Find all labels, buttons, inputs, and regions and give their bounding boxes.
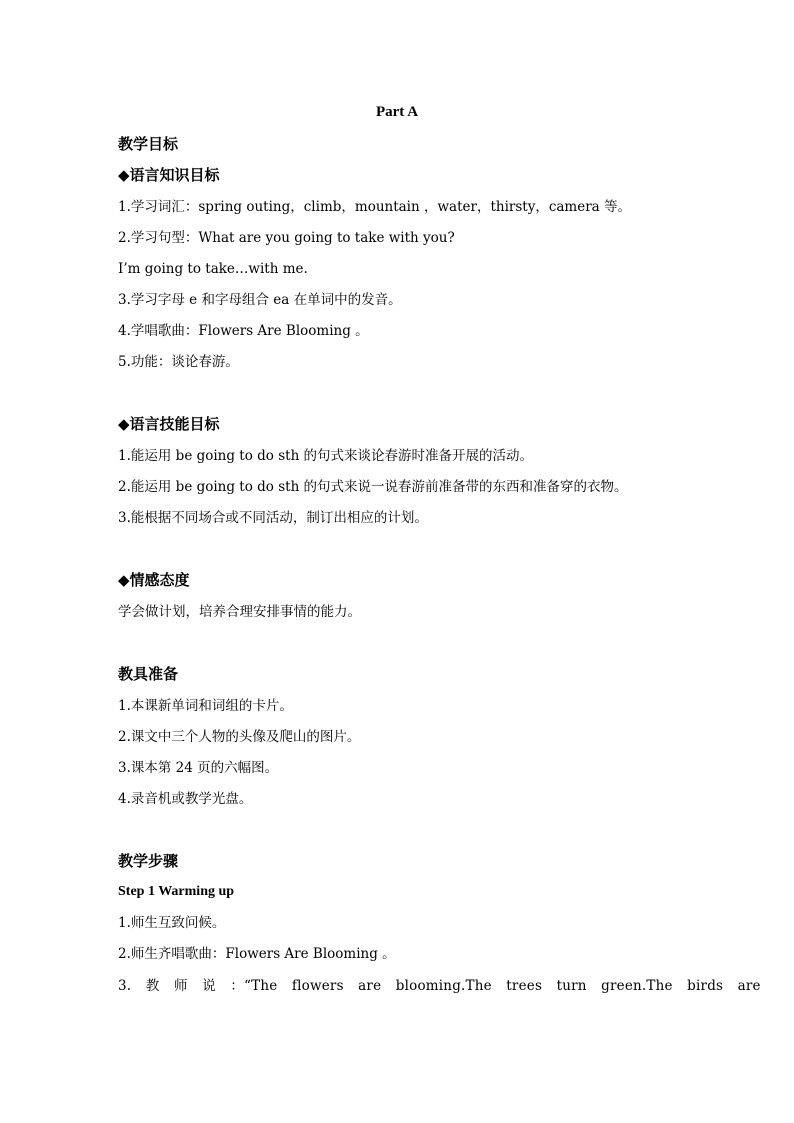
paragraph-line: 3.课本第 24 页的六幅图。 — [118, 760, 279, 776]
paragraph-line: 学会做计划，培养合理安排事情的能力。 — [118, 604, 361, 620]
paragraph-line: 2.课文中三个人物的头像及爬山的图片。 — [118, 729, 361, 745]
paragraph-line: 1.能运用 be going to do sth 的句式来谈论春游时准备开展的活动。 — [118, 448, 534, 464]
page-title: Part A — [375, 104, 419, 120]
paragraph-line: 2.学习句型：What are you going to take with you? — [118, 230, 455, 246]
paragraph-line: 5.功能：谈论春游。 — [118, 354, 239, 370]
paragraph-line: 4.学唱歌曲：Flowers Are Blooming 。 — [118, 323, 369, 339]
paragraph-line: 3. 教 师 说 ：“The flowers are blooming.The trees turn green.The birds are — [118, 978, 761, 994]
paragraph-line: 3.学习字母 e 和字母组合 ea 在单词中的发音。 — [118, 292, 402, 308]
step-heading: Step 1 Warming up — [118, 884, 235, 899]
section-heading-teaching-aids: 教具准备 — [118, 665, 179, 683]
paragraph-line: 1.本课新单词和词组的卡片。 — [118, 698, 293, 714]
paragraph-line: 2.师生齐唱歌曲：Flowers Are Blooming 。 — [118, 946, 396, 962]
paragraph-line: 4.录音机或教学光盘。 — [118, 791, 253, 807]
section-heading-teaching-goals: 教学目标 — [118, 135, 179, 153]
paragraph-line: 1.学习词汇：spring outing，climb，mountain ，water，thirsty，camera 等。 — [118, 199, 632, 215]
section-heading-teaching-steps: 教学步骤 — [118, 852, 179, 870]
subheading-language-skills: ◆语言技能目标 — [118, 415, 220, 433]
paragraph-line: 3.能根据不同场合或不同活动，制订出相应的计划。 — [118, 510, 428, 526]
subheading-language-knowledge: ◆语言知识目标 — [118, 166, 220, 184]
paragraph-line: 1.师生互致问候。 — [118, 915, 226, 931]
subheading-attitude: ◆情感态度 — [118, 571, 190, 589]
paragraph-line: 2.能运用 be going to do sth 的句式来说一说春游前准备带的东西和准备穿的衣物。 — [118, 479, 628, 495]
paragraph-line: I’m going to take…with me. — [118, 261, 308, 277]
